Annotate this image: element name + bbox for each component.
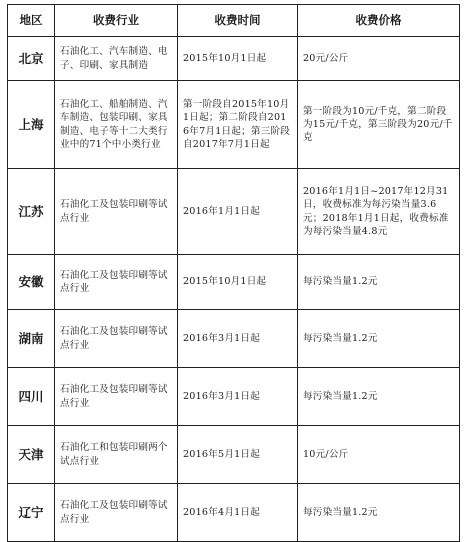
header-industry: 收费行业 — [55, 5, 178, 37]
cell-industry: 石油化工及包装印刷等试点行业 — [55, 255, 178, 310]
cell-price: 每污染当量1.2元 — [298, 368, 460, 426]
cell-industry: 石油化工、汽车制造、电子、印刷、家具制造 — [55, 37, 178, 81]
cell-time: 2016年3月1日起 — [178, 310, 298, 368]
fee-table — [7, 4, 460, 542]
cell-time: 2016年5月1日起 — [178, 426, 298, 484]
cell-price: 第一阶段为10元/千克，第二阶段为15元/千克，第三阶段为20元/千克 — [298, 81, 460, 169]
cell-price: 20元/公斤 — [298, 37, 460, 81]
header-price: 收费价格 — [298, 5, 460, 37]
header-region: 地区 — [8, 5, 55, 37]
table-row — [8, 484, 460, 542]
cell-time: 2015年10月1日起 — [178, 255, 298, 310]
cell-region: 上海 — [8, 81, 55, 169]
table-row — [8, 169, 460, 255]
cell-time: 2016年1月1日起 — [178, 169, 298, 255]
cell-time: 2016年4月1日起 — [178, 484, 298, 542]
cell-time: 第一阶段自2015年10月1日起；第二阶段自2016年7月1日起；第三阶段自2017年7月1日起 — [178, 81, 298, 169]
cell-price: 每污染当量1.2元 — [298, 310, 460, 368]
cell-industry: 石油化工及包装印刷等试点行业 — [55, 484, 178, 542]
table-row — [8, 255, 460, 310]
cell-industry: 石油化工及包装印刷等试点行业 — [55, 169, 178, 255]
cell-time: 2015年10月1日起 — [178, 37, 298, 81]
cell-price: 10元/公斤 — [298, 426, 460, 484]
cell-region: 辽宁 — [8, 484, 55, 542]
header-time: 收费时间 — [178, 5, 298, 37]
cell-region: 江苏 — [8, 169, 55, 255]
table-row — [8, 310, 460, 368]
cell-price: 每污染当量1.2元 — [298, 255, 460, 310]
cell-price: 每污染当量1.2元 — [298, 484, 460, 542]
cell-region: 湖南 — [8, 310, 55, 368]
cell-region: 四川 — [8, 368, 55, 426]
table-row — [8, 368, 460, 426]
cell-region: 北京 — [8, 37, 55, 81]
cell-price: 2016年1月1日~2017年12月31日，收费标准为每污染当量3.6元；2018年1月1日起，收费标准为每污染当量4.8元 — [298, 169, 460, 255]
table-row — [8, 37, 460, 81]
table-row — [8, 426, 460, 484]
table-row — [8, 81, 460, 169]
header-row — [8, 5, 460, 37]
cell-industry: 石油化工、船舶制造、汽车制造、包装印刷、家具制造、电子等十二大类行业中的71个中小类行业 — [55, 81, 178, 169]
cell-industry: 石油化工和包装印刷两个试点行业 — [55, 426, 178, 484]
cell-region: 安徽 — [8, 255, 55, 310]
cell-region: 天津 — [8, 426, 55, 484]
cell-time: 2016年3月1日起 — [178, 368, 298, 426]
cell-industry: 石油化工及包装印刷等试点行业 — [55, 310, 178, 368]
cell-industry: 石油化工及包装印刷等试点行业 — [55, 368, 178, 426]
